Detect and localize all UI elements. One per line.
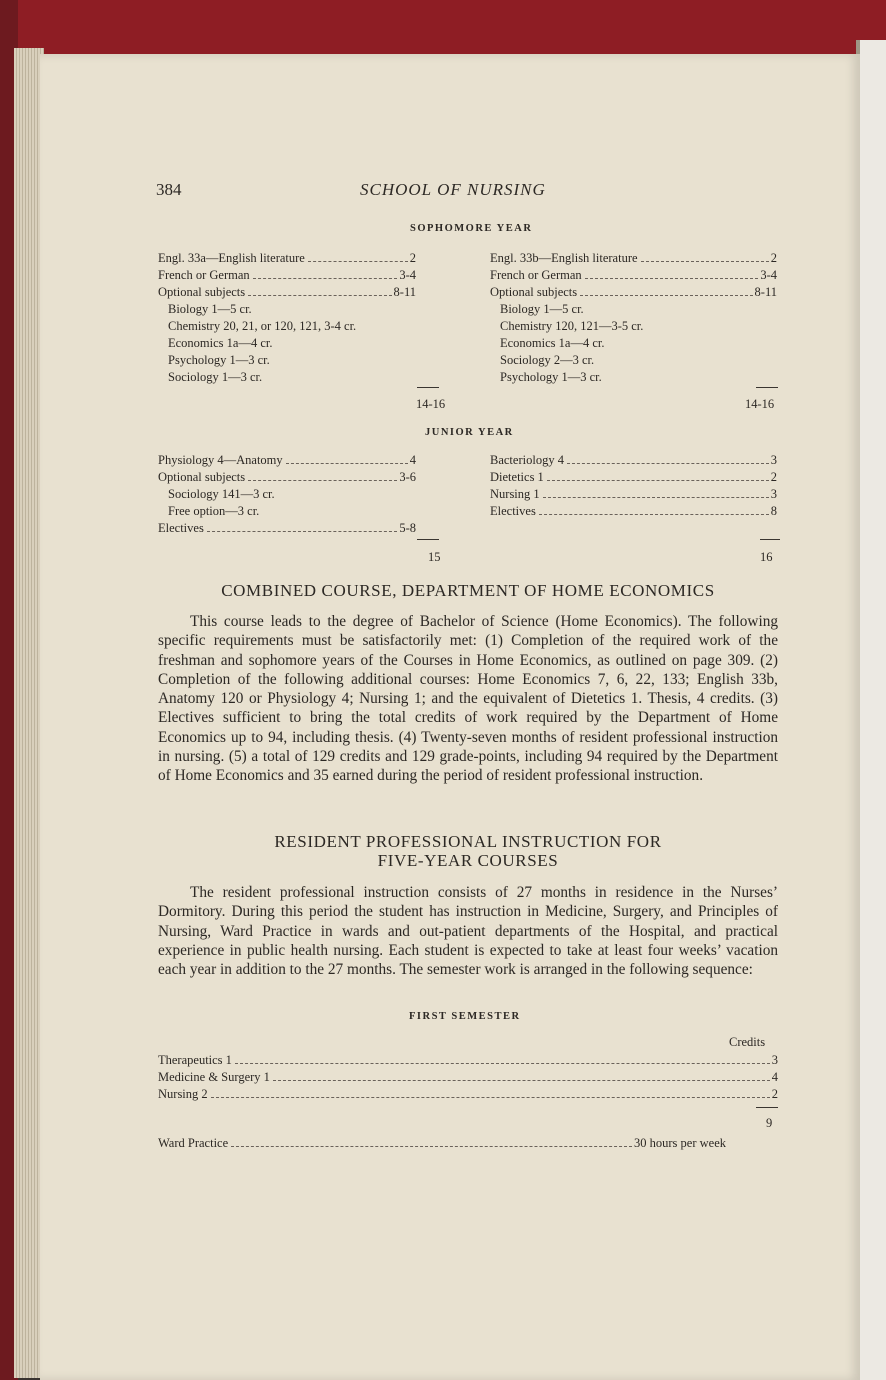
row-label: Sociology 141—3 cr.: [168, 487, 275, 501]
row-value: 2: [770, 251, 777, 265]
ward-practice-row: [158, 1135, 726, 1152]
table-row: [158, 520, 416, 537]
row-label: Engl. 33b—English literature: [490, 251, 638, 265]
table-row: [158, 452, 416, 469]
leader-dots: [248, 480, 397, 481]
row-value: 3-4: [760, 268, 777, 282]
junior-total-right: 16: [760, 550, 773, 564]
table-row: [158, 335, 416, 352]
row-value: 3: [770, 453, 777, 467]
row-value: 8-11: [754, 285, 777, 299]
table-row: [490, 503, 777, 520]
book-cover-top: [0, 0, 886, 60]
first-semester-table: [158, 1052, 778, 1103]
table-row: [158, 250, 416, 267]
leader-dots: [273, 1080, 770, 1081]
row-label: Electives: [158, 521, 204, 535]
row-label: Biology 1—5 cr.: [168, 302, 252, 316]
leader-dots: [235, 1063, 770, 1064]
row-value: 2: [771, 1087, 778, 1101]
sophomore-right-table: [490, 250, 777, 386]
row-label: Nursing 1: [490, 487, 540, 501]
leader-dots: [231, 1146, 632, 1147]
sophomore-heading: SOPHOMORE YEAR: [410, 223, 533, 234]
row-label: Therapeutics 1: [158, 1053, 232, 1067]
table-row: [158, 267, 416, 284]
row-label: Free option—3 cr.: [168, 504, 260, 518]
running-title: SCHOOL OF NURSING: [360, 180, 546, 199]
resident-heading-line1: RESIDENT PROFESSIONAL INSTRUCTION FOR: [274, 832, 662, 851]
table-row: [490, 335, 777, 352]
row-value: 8-11: [393, 285, 416, 299]
row-value: 3: [770, 487, 777, 501]
row-label: Psychology 1—3 cr.: [168, 353, 270, 367]
row-value: 4: [409, 453, 416, 467]
credits-label: Credits: [729, 1035, 766, 1049]
leader-dots: [253, 278, 398, 279]
row-label: Physiology 4—Anatomy: [158, 453, 283, 467]
table-row: [158, 284, 416, 301]
row-label: Electives: [490, 504, 536, 518]
table-row: [158, 486, 416, 503]
row-label: Chemistry 120, 121—3-5 cr.: [500, 319, 644, 333]
leader-dots: [543, 497, 769, 498]
row-label: Bacteriology 4: [490, 453, 564, 467]
junior-total-left: 15: [428, 550, 441, 564]
row-label: Medicine & Surgery 1: [158, 1070, 270, 1084]
table-row: [158, 503, 416, 520]
row-value: 3-6: [399, 470, 416, 484]
row-label: Optional subjects: [158, 470, 246, 484]
sum-rule: [756, 1107, 778, 1108]
leader-dots: [539, 514, 769, 515]
row-value: 2: [770, 470, 777, 484]
table-row: [490, 369, 777, 386]
table-row: [490, 267, 777, 284]
table-row: [490, 452, 777, 469]
table-row: [158, 301, 416, 318]
row-value: 8: [770, 504, 777, 518]
sum-rule: [756, 387, 778, 388]
leader-dots: [308, 261, 408, 262]
table-row: [158, 352, 416, 369]
row-label: Sociology 1—3 cr.: [168, 370, 263, 384]
ward-practice-label: Ward Practice: [158, 1136, 229, 1150]
table-row: [490, 250, 777, 267]
table-row: [490, 301, 777, 318]
sum-rule: [760, 539, 780, 540]
leader-dots: [207, 531, 398, 532]
first-semester-total: 9: [766, 1116, 773, 1130]
leader-dots: [547, 480, 769, 481]
table-row: [158, 1086, 778, 1103]
combined-course-paragraph: This course leads to the degree of Bachelor of Science (Home Economics). The following specific requirements must be satisfactorily met: (1) Completion of the required work of the freshman and sophomore years of the Courses in Home Economics, as outlined on page 309. (2) Completion of the following additional courses: Home Economics 7, 6, 22, 133; English 33b, Anatomy 120 or Physiology 4; Nursing 1; and the equivalent of Dietetics 1. Thesis, 4 credits. (3) Electives sufficient to bring the total credits of work required by the Department of Home Economics up to 94, including thesis. (4) Twenty-seven months of resident professional instruction in nursing. (5) a total of 129 credits and 129 grade-points, including 94 required by the Department of Home Economics and 35 earned during the period of resident professional instruction.: [158, 613, 778, 785]
row-label: Nursing 2: [158, 1087, 208, 1101]
row-label: Optional subjects: [158, 285, 246, 299]
row-label: French or German: [158, 268, 250, 282]
table-row: [158, 1069, 778, 1086]
leader-dots: [211, 1097, 770, 1098]
row-value: 3-4: [399, 268, 416, 282]
row-label: Psychology 1—3 cr.: [500, 370, 602, 384]
row-label: Economics 1a—4 cr.: [168, 336, 273, 350]
combined-course-heading: COMBINED COURSE, DEPARTMENT OF HOME ECONOMICS: [221, 581, 715, 600]
leader-dots: [580, 295, 752, 296]
sophomore-total-left: 14-16: [416, 397, 446, 411]
background-right: [860, 40, 886, 1380]
row-value: 4: [771, 1070, 778, 1084]
table-row: [490, 352, 777, 369]
row-label: Optional subjects: [490, 285, 578, 299]
row-label: Economics 1a—4 cr.: [500, 336, 605, 350]
ward-practice-value: 30 hours per week: [634, 1136, 726, 1150]
table-row: [158, 469, 416, 486]
table-row: [490, 469, 777, 486]
row-label: Engl. 33a—English literature: [158, 251, 305, 265]
page-number: 384: [156, 180, 182, 199]
leader-dots: [585, 278, 759, 279]
junior-left-table: [158, 452, 416, 537]
table-row: [490, 486, 777, 503]
row-value: 5-8: [399, 521, 416, 535]
resident-heading-line2: FIVE-YEAR COURSES: [377, 851, 559, 870]
row-label: Sociology 2—3 cr.: [500, 353, 595, 367]
junior-heading: JUNIOR YEAR: [425, 427, 514, 438]
sum-rule: [417, 387, 439, 388]
leader-dots: [567, 463, 769, 464]
leader-dots: [248, 295, 391, 296]
sophomore-total-right: 14-16: [745, 397, 775, 411]
junior-right-table: [490, 452, 777, 520]
table-row: [490, 284, 777, 301]
first-semester-heading: FIRST SEMESTER: [409, 1011, 521, 1022]
table-row: [158, 1052, 778, 1069]
sum-rule: [417, 539, 439, 540]
row-label: Biology 1—5 cr.: [500, 302, 584, 316]
sophomore-left-table: [158, 250, 416, 386]
row-value: 2: [409, 251, 416, 265]
table-row: [158, 318, 416, 335]
row-label: Chemistry 20, 21, or 120, 121, 3-4 cr.: [168, 319, 357, 333]
row-label: Dietetics 1: [490, 470, 544, 484]
table-row: [158, 369, 416, 386]
leader-dots: [641, 261, 769, 262]
row-value: 3: [771, 1053, 778, 1067]
leader-dots: [286, 463, 408, 464]
table-row: [490, 318, 777, 335]
row-label: French or German: [490, 268, 582, 282]
resident-paragraph: The resident professional instruction consists of 27 months in residence in the Nurses’ Dormitory. During this period the student has instruction in Medicine, Surgery, and Principles of Nursing, Ward Practice in wards and out-patient departments of the Hospital, and practical experience in public health nursing. Each student is expected to take at least four weeks’ vacation each year in addition to the 27 months. The semester work is arranged in the following sequence:: [158, 884, 778, 979]
